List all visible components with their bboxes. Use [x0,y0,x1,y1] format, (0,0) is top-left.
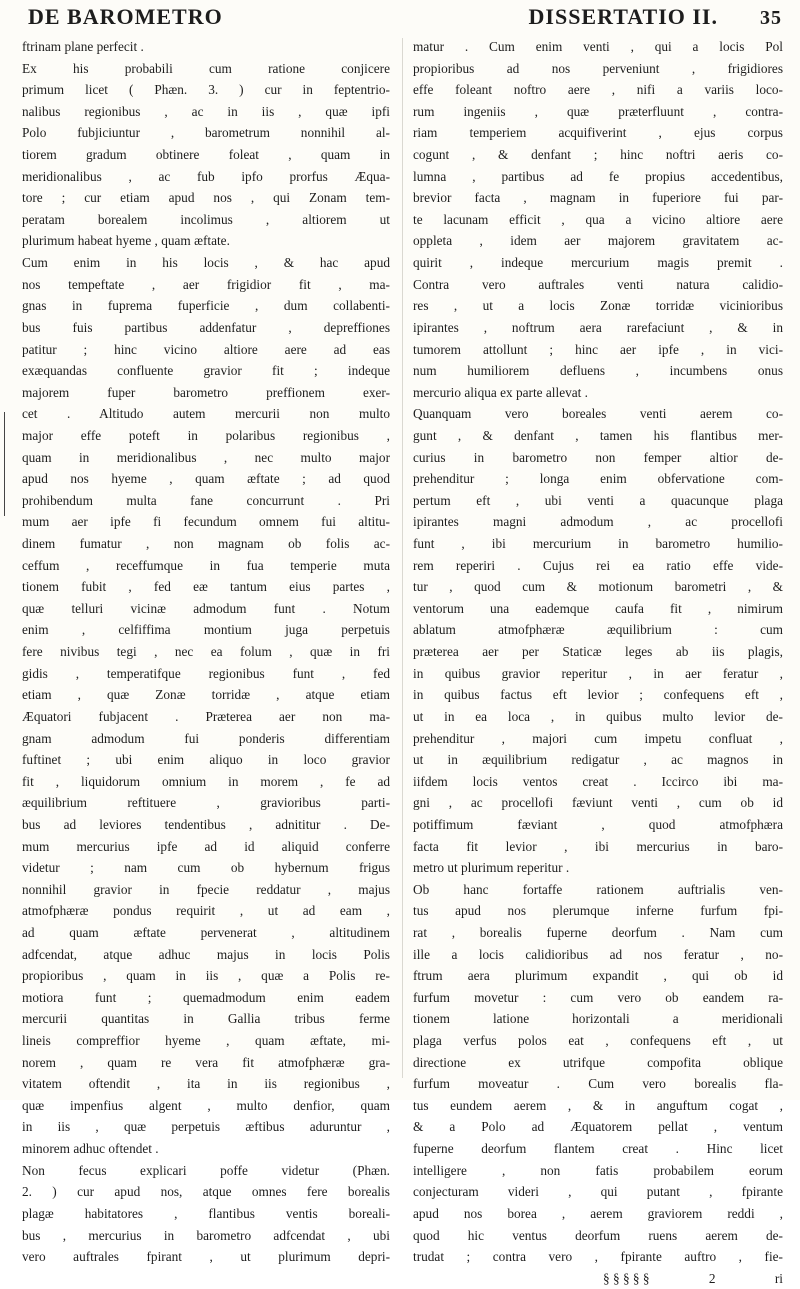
text-line: mum mercurius ipfe ad id aliquid conferre [22,838,390,854]
text-line: gni , ac procellofi fæviunt venti , cum ob id [413,795,783,811]
text-line: præterea aer per Staticæ leges ab iis plagis, [413,644,783,660]
text-line: effe foleant noftro aere , nifi a variis loco- [413,82,783,98]
text-line: gunt , & denfant , tamen his flantibus mer- [413,427,783,443]
text-line: riam temperiem acquifiverint , ejus corpus [413,125,783,141]
text-line: etiam , quæ Zonæ torridæ , atque etiam [22,687,390,703]
text-line: pertum eft , ubi venti a quacunque plaga [413,492,783,508]
text-line: tore ; cur etiam apud nos , qui Zonam tem- [22,190,390,206]
text-line: quam in meridionalibus , nec multo major [22,449,390,465]
text-line: videtur ; nam cum ob hybernum frigus [22,860,390,876]
text-line: furfum moveatur . Cum vero borealis fla- [413,1076,783,1092]
right-text-column [413,36,783,1286]
text-line: Ex his probabili cum ratione conjicere [22,60,390,76]
text-line: majorem fuper barometro preffionem exer- [22,384,390,400]
text-line: æquilibrium reftituere , gravioribus parti- [22,795,390,811]
text-line: ad quam æftate pervenerat , altitudinem [22,924,390,940]
text-line: prehenditur ; longa enim obfervatione com- [413,471,783,487]
text-line: gnam admodum fui ponderis differentiam [22,730,390,746]
text-line: & a Polo ad Æquatorem pellat , ventum [413,1119,783,1135]
text-line: intelligere , non fatis probabilem eorum [413,1162,783,1178]
text-line: adfcendat, atque adhuc majus in locis Polis [22,946,390,962]
text-line: ut in ea loca , in quibus multo levior de- [413,708,783,724]
text-line: nalibus regionibus , ac in iis , quæ ipfi [22,103,390,119]
text-line: rum ingeniis , quæ præterfluunt , contra- [413,103,783,119]
text-line: iifdem locis ventos creat . Iccirco ibi ma- [413,773,783,789]
text-line: fuftinet ; ubi enim aliquo in loco gravior [22,752,390,768]
text-line: num humiliorem defluens , incumbens onus [413,363,783,379]
text-line: plurimum habeat hyeme , quam æftate. [22,233,230,249]
catchword: ri [774,1270,783,1286]
text-line: Non fecus explicari poffe videtur (Phæn. [22,1162,390,1178]
text-line: cogunt , & denfant ; hinc noftri aeris co- [413,147,783,163]
left-text-column [22,36,390,1265]
text-line: atmofphæræ pondus requirit , ut ad eam , [22,903,390,919]
text-line: Contra vero auftrales venti natura calidio- [413,276,783,292]
text-line: tionem latione horizontali a meridionali [413,1011,783,1027]
text-line: te lacunam efficit , qua a vicino altiore aere [413,211,783,227]
text-line: ceffum , receffumque in fua temperie muta [22,557,390,573]
text-line: ftrum aera plurimum expandit , qui ob id [413,968,783,984]
text-line: tumorem attollunt ; hinc aer ipfe , in vici- [413,341,783,357]
text-line: quirit , indeque mercurium magis premit . [413,255,783,271]
text-line: Quanquam vero boreales venti aerem co- [413,406,783,422]
text-line: ablatum atmofphæræ æquilibrium : cum [413,622,783,638]
text-line: nonnihil gravior in fpecie reddatur , majus [22,881,390,897]
text-line: fuperne deorfum flantem creat . Hinc licet [413,1141,783,1157]
text-line: minorem adhuc oftendet . [22,1141,159,1157]
text-line: gidis , temperatifque regionibus funt , fed [22,665,390,681]
text-line: Æquatori fubjacent . Præterea aer non ma- [22,708,390,724]
text-line: fit , liquidorum omnium in morem , fe ad [22,773,390,789]
text-line: ftrinam plane perfecit . [22,39,144,54]
text-line: directione ex utrifque compofita oblique [413,1054,783,1070]
text-line: mum aer ipfe fi fecundum omnem fui altitu- [22,514,390,530]
text-line: tiorem gradum obtinere foleat , quam in [22,147,390,163]
running-title-right: DISSERTATIO II. [528,4,718,29]
text-line: fere nivibus tegi , nec ea folum , quæ in fri [22,644,390,660]
text-line: norem , quam re vera fit atmofphæræ gra- [22,1054,390,1070]
text-line: plagæ habitatores , flantibus ventis boreali- [22,1205,390,1221]
text-line: cet . Altitudo autem mercurii non multo [22,406,390,422]
text-line: major effe poteft in polaribus regionibus , [22,427,390,443]
text-line: enim , celfiffima montium juga perpetuis [22,622,390,638]
text-line: gnas in fuprema fuperficie , dum collabenti- [22,298,390,314]
text-line: meridionalibus , ac fub ipfo prorfus Æqua- [22,168,390,184]
text-line: brevior facta , magnam in fuperiore fui par- [413,190,783,206]
text-line: facta fit levior , ibi mercurius in baro- [413,838,783,854]
text-line: propioribus , quam in iis , quæ a Polis re- [22,968,390,984]
text-line: tur , quod cum & motionum barometri , & [413,579,783,595]
running-head-right [529,4,782,30]
text-line: nos tempeftate , aer frigidior fit , ma- [22,276,390,292]
text-line: quæ impenfius algent , multo denfior, quam [22,1097,390,1113]
text-line: rem reperiri . Cujus rei ea ratio effe vide- [413,557,783,573]
running-title-left: DE BAROMETRO [28,4,223,29]
text-line: quæ telluri vicinæ admodum funt . Notum [22,600,390,616]
text-line: propioribus ad nos perveniunt , frigidiores [413,60,783,76]
text-line: quod hic ventus deorfum ruens aerem de- [413,1227,783,1243]
page-number: 35 [760,7,782,29]
text-line: patitur ; hinc vicino altiore aere ad eas [22,341,390,357]
text-line: mercurio aliqua ex parte allevat . [413,384,588,400]
text-line: metro ut plurimum reperitur . [413,860,570,876]
text-line: conjecturam videri , qui putant , fpirante [413,1184,783,1200]
text-line: primum licet ( Phæn. 3. ) cur in feptentrio- [22,82,390,98]
text-line: ut in æquilibrium redigatur , ac magnos in [413,752,783,768]
text-line: dinem fumatur , non magnam ob folis ac- [22,536,390,552]
text-line: in quibus factus eft levior ; confequens eft , [413,687,783,703]
column-divider [402,38,403,1078]
text-line: vero auftrales fpirant , ut plurimum depri- [22,1249,390,1265]
text-line: tus eundem aerem , & in anguftum cogat , [413,1097,783,1113]
text-line: ille a locis calidioribus ad nos feratur , no- [413,946,783,962]
signature-line [413,1268,783,1289]
text-line: ventorum una eademque caufa fit , nimirum [413,600,783,616]
text-line: Ob hanc fortaffe rationem auftrialis ven- [413,881,783,897]
text-line: trudat ; contra vero , fpirante auftro , fie- [413,1249,783,1265]
text-line: in iis , quæ perpetuis æftibus aduruntur , [22,1119,390,1135]
text-line: Polo fubjiciuntur , barometrum nonnihil al- [22,125,390,141]
signature-mark: § § § § § [603,1270,650,1286]
text-line: bus fuis partibus addenfatur , depreffiones [22,319,390,335]
text-line: peratam borealem incolimus , altiorem ut [22,211,390,227]
text-line: motiora funt ; quemadmodum enim eadem [22,989,390,1005]
text-line: res , ut a locis Zonæ torridæ vicinioribus [413,298,783,314]
margin-bracket [4,412,15,516]
text-line: prohibendum multa fane concurrunt . Pri [22,492,390,508]
text-line: funt , ibi mercurium in barometro humilio- [413,536,783,552]
text-line: in quibus gravior reperitur , in aer feratur , [413,665,783,681]
text-line: tus apud nos plerumque inferne furfum fpi- [413,903,783,919]
text-line: apud nos borea , aerem graviorem reddi , [413,1205,783,1221]
text-line: lumna , partibus ad fe propius accedentibus, [413,168,783,184]
text-line: prehenditur , majori cum impetu confluat , [413,730,783,746]
signature-number: 2 [708,1270,716,1286]
text-line: Cum enim in his locis , & hac apud [22,255,390,271]
text-line: oppleta , idem aer majorem gravitatem ac- [413,233,783,249]
text-line: plaga verfus polos eat , confequens eft , ut [413,1033,783,1049]
text-line: curius in barometro non femper altior de- [413,449,783,465]
running-head [22,4,782,30]
text-line: ipirantes magni admodum , ac procellofi [413,514,783,530]
text-line: bus ad leviores tendentibus , adnititur . De- [22,816,390,832]
text-line: lineis compreffior hyeme , quam æftate, mi- [22,1033,390,1049]
text-line: mercurii quantitas in Gallia tribus ferme [22,1011,390,1027]
text-line: rat , borealis fuperne deorfum . Nam cum [413,924,783,940]
text-line: vitatem oftendit , ita in iis regionibus , [22,1076,390,1092]
text-line: 2. ) cur apud nos, atque omnes fere borealis [22,1184,390,1200]
text-line: potiffimum fæviant , quod atmofphæra [413,816,783,832]
text-line: matur . Cum enim venti , qui a locis Pol [413,39,783,54]
text-line: exæquandas confluente gravior fit ; indeque [22,363,390,379]
text-line: bus , mercurius in barometro adfcendat , ubi [22,1227,390,1243]
text-line: furfum movetur : cum vero ob eandem ra- [413,989,783,1005]
text-line: ipirantes , noftrum aera rarefaciunt , & in [413,319,783,335]
text-line: apud nos hyeme , quam æftate ; ad quod [22,471,390,487]
text-line: tionem fubit , fed eæ tantum eius partes , [22,579,390,595]
